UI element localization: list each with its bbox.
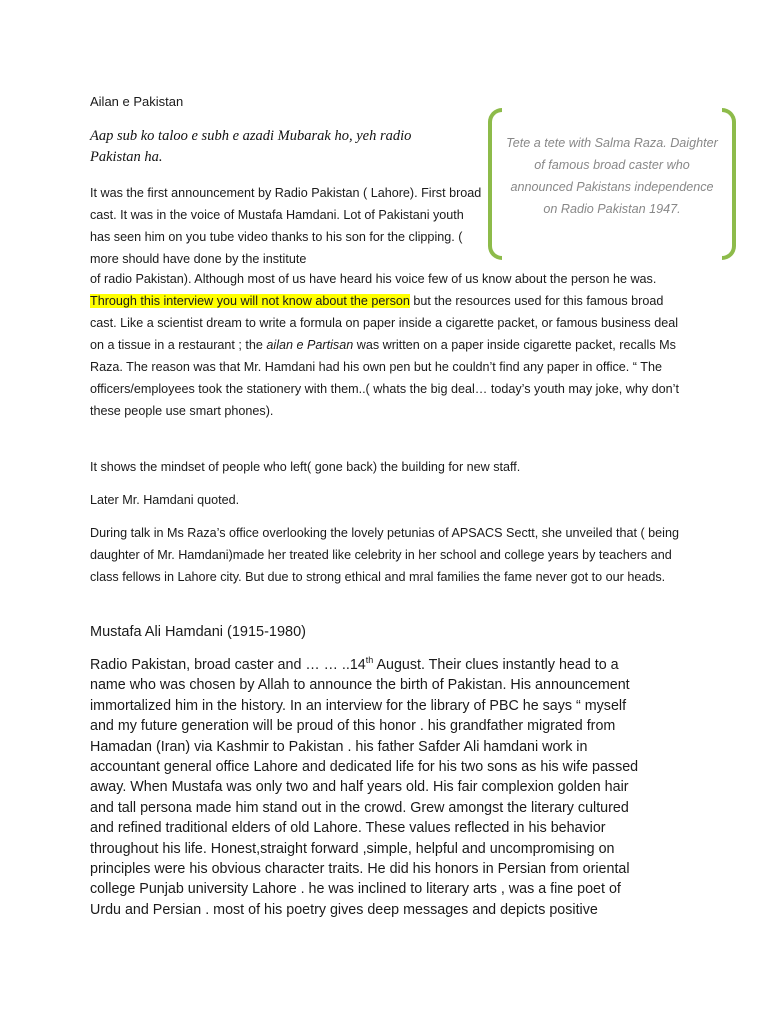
- left-bracket-decoration: [488, 108, 502, 260]
- paragraph-ms-raza-office: During talk in Ms Raza’s office overlooking the lovely petunias of APSACS Sectt, she unveiled that ( being daughter of Mr. Hamdani)made her treated like celebrity in her school and college years by teachers and class fellows in Lahore city. But due to strong ethical and mral families the fame never got to our heads.: [90, 526, 679, 584]
- document-title: Ailan e Pakistan: [90, 94, 184, 109]
- italic-phrase: ailan e Partisan: [266, 338, 354, 352]
- paragraph-text-segment: August. Their clues instantly head to a name who was chosen by Allah to announce the birth of Pakistan. His announcement immortalized him in the history. In an interview for the library of PBC he says “ myself and my future generation will be proud of this honor . his grandfather migrated from Hamadan (Iran) via Kashmir to Pakistan . his father Safder Ali hamdani work in accountant general office Lahore and dedicated life for his two sons as his wife passed away. When Mustafa was only two and half years old. His fair complexion golden hair and tall persona made him stand out in the crowd. Grew amongst the literary cultured and refined traditional elders of old Lahore. These values reflected in his behavior throughout his life. Honest,straight forward ,simple, helpful and uncompromising on principles were his obvious character traits. He did his honors in Persian from oriental college Punjab university Lahore . he was inclined to literary arts , was a fine poet of Urdu and Persian . most of his poetry gives deep messages and depicts positive: [90, 657, 639, 918]
- section-heading-mustafa: Mustafa Ali Hamdani (1915-1980): [90, 624, 307, 640]
- paragraph-biography: [90, 655, 650, 920]
- paragraph-first-announcement-continued: [90, 268, 680, 422]
- paragraph-mindset: It shows the mindset of people who left( gone back) the building for new staff.: [90, 460, 521, 474]
- ordinal-superscript: th: [365, 655, 374, 666]
- paragraph-text-segment: Radio Pakistan, broad caster and … … ..14: [90, 657, 366, 673]
- sidebar-quote-box: [488, 104, 736, 266]
- paragraph-text-segment: but the resources used for this famous broad cast. Like a scientist dream to write a formula on paper inside a cigarette packet, or famous business deal on a tissue in a restaurant ; the: [90, 294, 679, 352]
- paragraph-text-segment: was written on a paper inside cigarette packet, recalls Ms Raza. The reason was that Mr. Hamdani had his own pen but he couldn’t find any paper in office. “ The officers/employees took the stationery with them..( whats the big deal… today’s youth may joke, why don’t these people use smart phones).: [90, 338, 679, 418]
- greeting-line: Aap sub ko taloo e subh e azadi Mubarak ho, yeh radio Pakistan ha.: [90, 128, 412, 165]
- paragraph-first-announcement: It was the first announcement by Radio Pakistan ( Lahore). First broad cast. It was in the voice of Mustafa Hamdani. Lot of Pakistani youth has seen him on you tube video thanks to his son for the clipping. ( more should have done by the institute: [90, 186, 482, 266]
- paragraph-later-quoted: Later Mr. Hamdani quoted.: [90, 493, 240, 507]
- highlighted-sentence: Through this interview you will not know about the person: [90, 294, 410, 308]
- right-bracket-decoration: [722, 108, 736, 260]
- paragraph-text-segment: of radio Pakistan). Although most of us have heard his voice few of us know about the person he was.: [90, 272, 657, 286]
- sidebar-quote-text: Tete a tete with Salma Raza. Daighter of famous broad caster who announced Pakistans independence on Radio Pakistan 1947.: [506, 136, 718, 216]
